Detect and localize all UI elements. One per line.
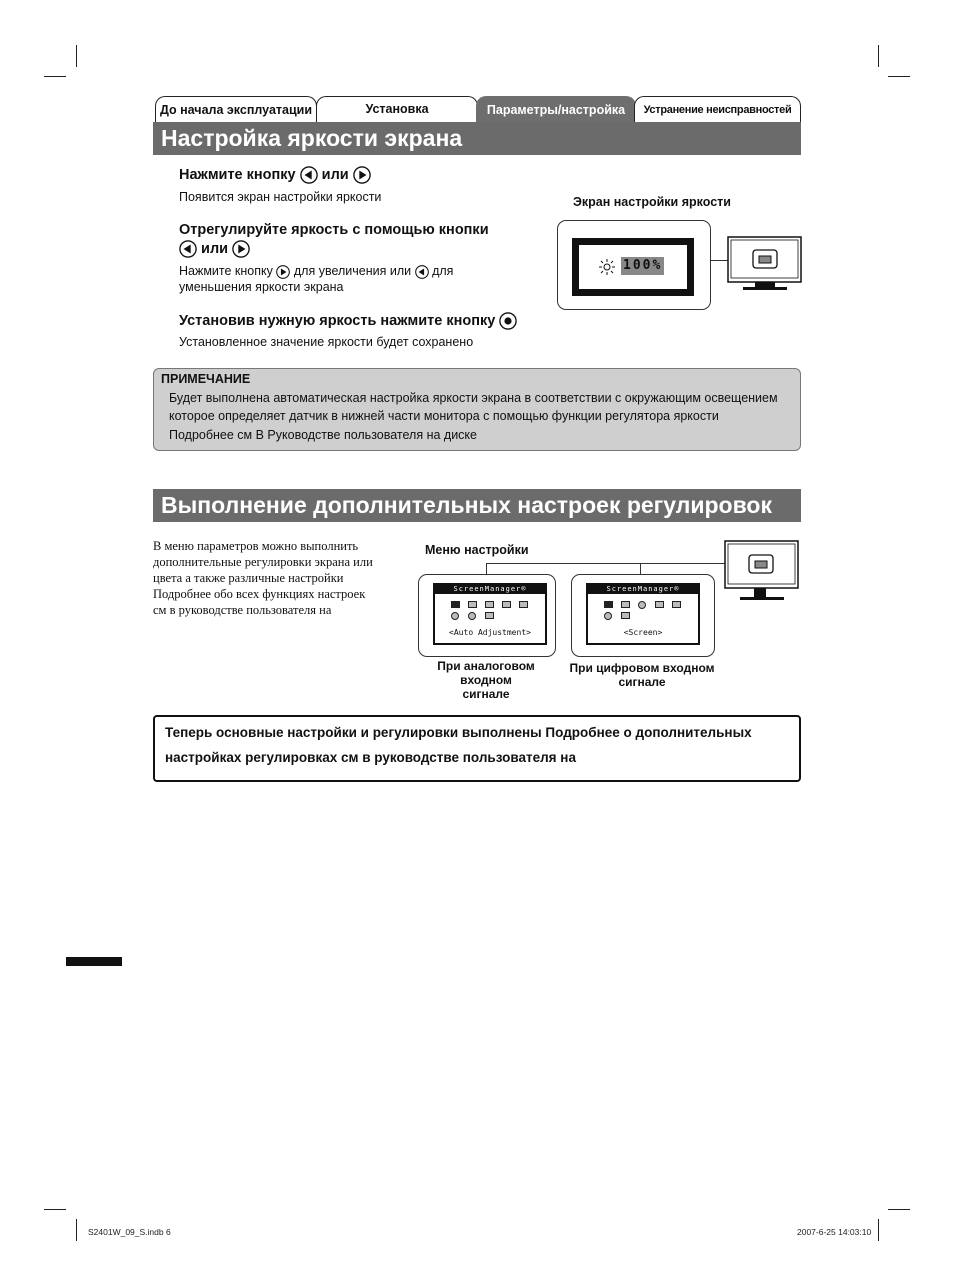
- right-arrow-button-icon: [276, 265, 290, 279]
- footer-timestamp: 2007-6-25 14:03:10: [797, 1227, 872, 1237]
- tab-settings: Параметры/настройка: [476, 96, 636, 122]
- step2-title-line2: [179, 240, 250, 258]
- left-arrow-button-icon: [300, 166, 318, 184]
- info-icon: [468, 612, 476, 620]
- osd-selected-label: <Screen>: [623, 628, 663, 637]
- right-arrow-button-icon: [232, 240, 250, 258]
- crop-mark: [44, 1209, 66, 1210]
- color-menu-icon: [621, 601, 630, 608]
- step1-or: или: [321, 166, 349, 183]
- power-save-icon: [655, 601, 664, 608]
- step3-title-text: Установив нужную яркость нажмите кнопку: [179, 312, 496, 329]
- menu-caption: Меню настройки: [425, 543, 529, 557]
- brightness-value: 100%: [623, 258, 663, 273]
- eco-icon: [621, 612, 630, 619]
- osd-title: ScreenManager®: [435, 585, 545, 594]
- sun-icon: [599, 259, 615, 275]
- step2-text-b: для увеличения или: [293, 264, 412, 278]
- screen-menu-icon: [604, 601, 613, 608]
- others-menu-icon: [672, 601, 681, 608]
- step1-title: [179, 166, 371, 184]
- note-line: Подробнее см В Руководстве пользователя на диске: [169, 428, 477, 442]
- color-menu-icon: [468, 601, 477, 608]
- section-title-advanced: Выполнение дополнительных настроек регулировок: [153, 489, 801, 522]
- crop-mark: [888, 1209, 910, 1210]
- caption-line: сигнале: [462, 687, 510, 701]
- language-icon: [604, 612, 612, 620]
- crop-mark: [76, 45, 77, 67]
- crop-mark: [878, 1219, 879, 1241]
- caption-line: сигнале: [618, 675, 666, 689]
- crop-mark: [44, 76, 66, 77]
- conclusion-line: настройках регулировках см в руководстве пользователя на: [165, 750, 576, 765]
- paragraph-line: дополнительные регулировки экрана или: [153, 555, 373, 569]
- eco-icon: [485, 612, 494, 619]
- pip-menu-icon: [638, 601, 646, 609]
- step1-title-text: Нажмите кнопку: [179, 166, 296, 183]
- step2-title-line1: Отрегулируйте яркость с помощью кнопки: [179, 222, 489, 238]
- advanced-paragraph: [153, 538, 398, 618]
- page-marker: [66, 957, 122, 966]
- note-box: [153, 368, 801, 451]
- monitor-icon: [727, 236, 803, 298]
- paragraph-line: см в руководстве пользователя на: [153, 603, 332, 617]
- tab-before-use: До начала эксплуатации: [155, 96, 317, 122]
- others-menu-icon: [519, 601, 528, 608]
- pip-menu-icon: [485, 601, 494, 608]
- footer-file: S2401W_09_S.indb 6: [88, 1227, 171, 1237]
- caption-line: При цифровом входном: [569, 661, 715, 675]
- caption-line: При аналоговом входном: [437, 659, 535, 687]
- note-line: Будет выполнена автоматическая настройка яркости экрана в соответствии с окружающим освещением: [169, 391, 778, 405]
- step2-text-c: для: [432, 264, 454, 278]
- language-icon: [451, 612, 459, 620]
- step3-text: Установленное значение яркости будет сохранено: [179, 335, 474, 349]
- osd-analog-screen: [433, 583, 547, 645]
- left-arrow-button-icon: [415, 265, 429, 279]
- osd-digital-screen: [586, 583, 700, 645]
- osd-selected-label: <Auto Adjustment>: [449, 628, 531, 637]
- left-arrow-button-icon: [179, 240, 197, 258]
- step2-or: или: [201, 240, 229, 257]
- tab-troubleshooting: Устранение неисправностей: [634, 96, 801, 122]
- caption-analog: [413, 659, 559, 701]
- monitor-icon: [724, 540, 800, 604]
- step1-text: Появится экран настройки яркости: [179, 190, 382, 204]
- step2-text-line2: уменьшения яркости экрана: [179, 280, 344, 294]
- crop-mark: [76, 1219, 77, 1241]
- note-line: которое определяет датчик в нижней части монитора с помощью функции регулятора яркости: [169, 409, 719, 423]
- connector-line: [486, 563, 748, 564]
- brightness-osd: [572, 238, 694, 296]
- power-save-icon: [502, 601, 511, 608]
- section-title-brightness: Настройка яркости экрана: [153, 122, 801, 155]
- paragraph-line: цвета а также различные настройки: [153, 571, 344, 585]
- conclusion-line: Теперь основные настройки и регулировки выполнены Подробнее о дополнительных: [165, 725, 752, 740]
- step2-text-a: Нажмите кнопку: [179, 264, 273, 278]
- crop-mark: [878, 45, 879, 67]
- paragraph-line: В меню параметров можно выполнить: [153, 539, 359, 553]
- step2-text-line1: [179, 263, 453, 279]
- brightness-figure-caption: Экран настройки яркости: [573, 195, 731, 209]
- osd-title: ScreenManager®: [588, 585, 698, 594]
- right-arrow-button-icon: [353, 166, 371, 184]
- enter-button-icon: [499, 312, 517, 330]
- crop-mark: [888, 76, 910, 77]
- tab-installation: Установка: [316, 96, 478, 122]
- note-title: ПРИМЕЧАНИЕ: [161, 372, 251, 386]
- caption-digital: [569, 661, 715, 689]
- paragraph-line: Подробнее обо всех функциях настроек: [153, 587, 366, 601]
- conclusion-box: [153, 715, 801, 782]
- step3-title: [179, 312, 517, 330]
- screen-menu-icon: [451, 601, 460, 608]
